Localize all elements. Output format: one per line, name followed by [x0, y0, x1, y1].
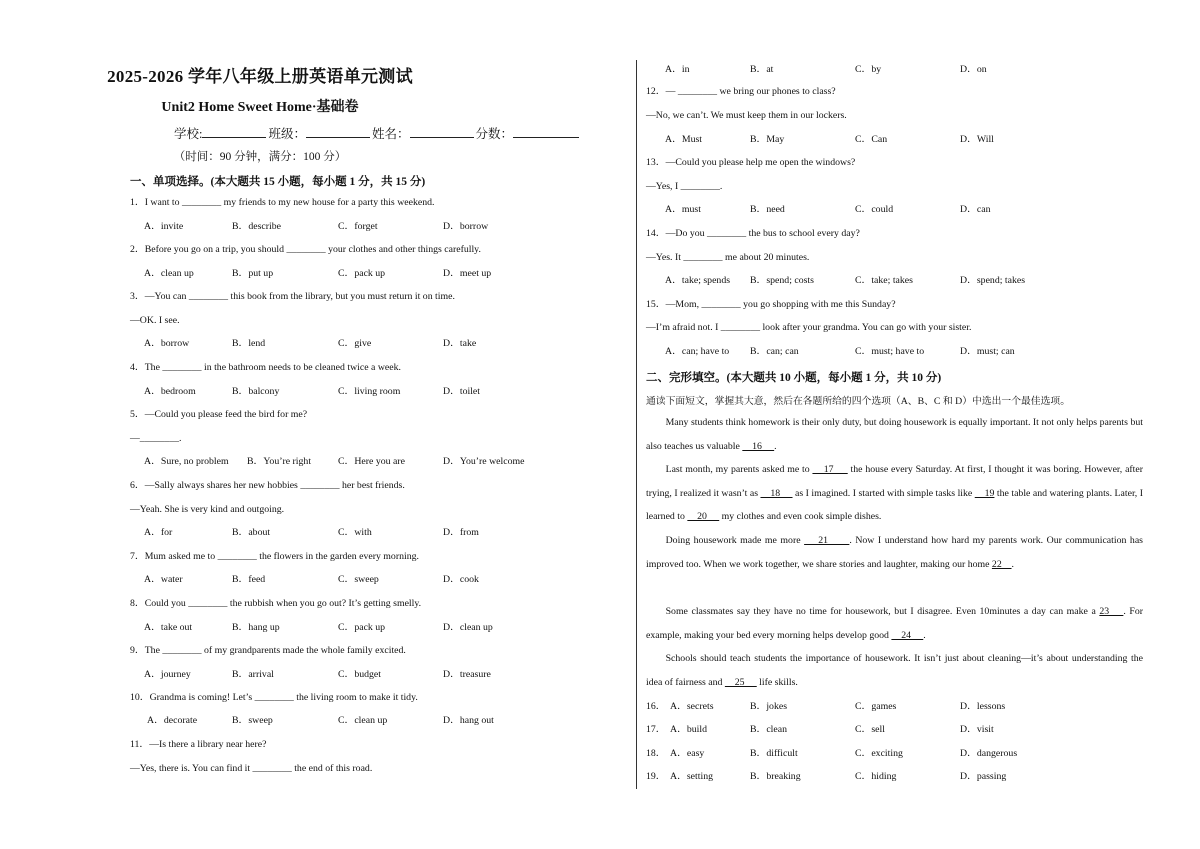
question-dialog-line: —OK. I see. — [130, 315, 180, 326]
cloze-paragraph-5 — [646, 647, 1143, 694]
cloze-question-number: 17． — [646, 724, 666, 735]
question-stem: 12．— ________ we bring our phones to class? — [646, 86, 836, 97]
blank-24[interactable]: 24 — [891, 629, 924, 641]
answer-option[interactable]: C．Can — [855, 134, 888, 145]
cloze-answer-option[interactable]: B．breaking — [750, 771, 801, 782]
answer-option[interactable]: A．take out — [144, 622, 193, 633]
answer-option[interactable]: B．describe — [232, 221, 281, 232]
question-dialog-line: —Yes, there is. You can find it ________ the end of this road. — [130, 763, 373, 774]
answer-option[interactable]: A．decorate — [147, 715, 198, 726]
cloze-text: . For example, making your bed every morning helps develop good — [646, 606, 1143, 641]
cloze-answer-option[interactable]: C．games — [855, 701, 897, 712]
cloze-text: as I imagined. I started with simple tasks like — [792, 487, 975, 499]
question-stem: 3．—You can ________ this book from the library, but you must return it on time. — [130, 291, 455, 302]
question-stem: 13．—Could you please help me open the windows? — [646, 157, 856, 168]
cloze-paragraph-3 — [646, 529, 1143, 576]
cloze-answer-option[interactable]: A．secrets — [670, 701, 714, 712]
question-dialog-line: —I’m afraid not. I ________ look after your grandma. You can go with your sister. — [646, 322, 972, 333]
answer-option[interactable]: B．lend — [232, 338, 266, 349]
time-note: （时间：90 分钟，满分：100 分） — [173, 151, 347, 163]
answer-option[interactable]: A．for — [144, 527, 173, 538]
school-field[interactable] — [202, 125, 266, 138]
question-stem: 4．The ________ in the bathroom needs to be cleaned twice a week. — [130, 362, 401, 373]
question-stem: 5．—Could you please feed the bird for me? — [130, 409, 308, 420]
score-label: 分数： — [475, 127, 514, 141]
answer-option[interactable]: C．clean up — [338, 715, 388, 726]
question-stem: 6．—Sally always shares her new hobbies ________ her best friends. — [130, 480, 405, 491]
cloze-answer-option[interactable]: B．clean — [750, 724, 787, 735]
name-label: 姓名： — [372, 127, 410, 141]
answer-option[interactable]: B．balcony — [232, 386, 280, 397]
cloze-text: . Now I understand how hard my parents work. Our communication has improved too. When we work together, we share stories and laughter, making our home — [646, 535, 1143, 570]
cloze-answer-option[interactable]: D．dangerous — [960, 748, 1018, 759]
score-field[interactable] — [513, 125, 579, 138]
class-field[interactable] — [306, 125, 370, 138]
cloze-paragraph-4 — [646, 600, 1143, 647]
cloze-text: . — [1011, 558, 1014, 570]
question-stem: 7．Mum asked me to ________ the flowers in the garden every morning. — [130, 551, 419, 562]
answer-option[interactable]: D．meet up — [443, 268, 492, 279]
cloze-answer-option[interactable]: A．easy — [670, 748, 705, 759]
answer-option[interactable]: D．from — [443, 527, 479, 538]
cloze-text: the house every Saturday. At first, I thought it was boring. However, after trying, I realized it wasn’t as — [646, 464, 1144, 499]
question-stem: 15．—Mom, ________ you go shopping with me this Sunday? — [646, 299, 896, 310]
cloze-answer-option[interactable]: A．build — [670, 724, 708, 735]
cloze-question-number: 16． — [646, 701, 666, 712]
question-stem: 10．Grandma is coming! Let’s ________ the living room to make it tidy. — [130, 692, 418, 703]
answer-option[interactable]: C．by — [855, 64, 882, 75]
section2-instruction: 通读下面短文，掌握其大意，然后在各题所给的四个选项（A、B、C 和 D）中选出一个最佳选项。 — [646, 396, 1070, 407]
cloze-answer-option[interactable]: C．hiding — [855, 771, 897, 782]
answer-option[interactable]: B．You’re right — [247, 456, 312, 467]
cloze-paragraph-1 — [646, 411, 1143, 458]
answer-option[interactable]: B．at — [750, 64, 774, 75]
cloze-answer-option[interactable]: A．setting — [670, 771, 713, 782]
section2-title: 二、完形填空。(本大题共 10 小题，每小题 1 分，共 10 分) — [646, 372, 942, 384]
cloze-answer-option[interactable]: D．passing — [960, 771, 1007, 782]
answer-option[interactable]: D．You’re welcome — [443, 456, 525, 467]
column-divider — [636, 60, 637, 789]
cloze-text: Many students think homework is their only duty, but doing housework is equally important. It not only helps parents but also teaches us valuable — [646, 417, 1143, 452]
question-stem: 9．The ________ of my grandparents made the whole family excited. — [130, 645, 406, 656]
answer-option[interactable]: A．clean up — [144, 268, 194, 279]
answer-option[interactable]: C．budget — [338, 669, 381, 680]
question-dialog-line: —________. — [130, 433, 182, 444]
cloze-answer-option[interactable]: B．difficult — [750, 748, 798, 759]
answer-option[interactable]: C．with — [338, 527, 372, 538]
blank-25[interactable]: 25 — [724, 676, 757, 688]
answer-option[interactable]: C．give — [338, 338, 372, 349]
answer-option[interactable]: B．can; can — [750, 346, 799, 357]
blank-23[interactable]: 23 — [1099, 606, 1124, 617]
cloze-text: Doing housework made me more — [665, 535, 805, 546]
answer-option[interactable]: B．May — [750, 134, 785, 145]
answer-option[interactable]: A．can; have to — [665, 346, 730, 357]
answer-option[interactable]: B．arrival — [232, 669, 274, 680]
question-dialog-line: —Yeah. She is very kind and outgoing. — [130, 504, 285, 515]
blank-21[interactable]: 21 — [804, 535, 850, 546]
answer-option[interactable]: D．take — [443, 338, 477, 349]
answer-option[interactable]: D．treasure — [443, 669, 491, 680]
answer-option[interactable]: C．living room — [338, 386, 401, 397]
cloze-text: the table and watering plants. Later, I learned to — [646, 487, 1143, 523]
cloze-answer-option[interactable]: C．exciting — [855, 748, 903, 759]
cloze-answer-option[interactable]: B．jokes — [750, 701, 788, 712]
answer-option[interactable]: B．put up — [232, 268, 274, 279]
question-stem: 1．I want to ________ my friends to my new house for a party this weekend. — [130, 197, 435, 208]
answer-option[interactable]: B．hang up — [232, 622, 280, 633]
answer-option[interactable]: D．on — [960, 64, 987, 75]
answer-option[interactable]: D．borrow — [443, 221, 489, 232]
answer-option[interactable]: D．Will — [960, 134, 994, 145]
answer-option[interactable]: D．toilet — [443, 386, 481, 397]
exam-title: 2025-2026 学年八年级上册英语单元测试 — [107, 67, 413, 86]
blank-22[interactable]: 22 — [991, 558, 1012, 570]
blank-18[interactable]: 18 — [760, 487, 793, 499]
answer-option[interactable]: A．must — [665, 204, 701, 215]
answer-option[interactable]: B．about — [232, 527, 271, 538]
answer-option[interactable]: B．spend; costs — [750, 275, 814, 286]
answer-option[interactable]: A．take; spends — [665, 275, 731, 286]
cloze-answer-option[interactable]: D．visit — [960, 724, 994, 735]
answer-option[interactable]: C．pack up — [338, 622, 386, 633]
exam-subtitle: Unit2 Home Sweet Home·基础卷 — [161, 100, 359, 115]
answer-option[interactable]: A．journey — [144, 669, 191, 680]
answer-option[interactable]: C．forget — [338, 221, 378, 232]
blank-19[interactable]: 19 — [974, 487, 995, 499]
question-stem: 14．—Do you ________ the bus to school every day? — [646, 228, 860, 239]
cloze-question-number: 19． — [646, 771, 666, 782]
blank-17[interactable]: 17 — [812, 464, 848, 475]
answer-option[interactable]: A．Must — [665, 134, 703, 145]
answer-option[interactable]: C．pack up — [338, 268, 386, 279]
answer-option[interactable]: C．sweep — [338, 574, 379, 585]
answer-option[interactable]: D．can — [960, 204, 991, 215]
cloze-text: Schools should teach students the importance of housework. It isn’t just about cleaning—it’s about understanding the idea of fairness and — [646, 653, 1143, 688]
student-info-line — [174, 124, 581, 142]
blank-16[interactable]: 16 — [742, 440, 775, 452]
answer-option[interactable]: A．water — [144, 574, 183, 585]
cloze-text: Some classmates say they have no time for housework, but I disagree. Even 10minutes a day can make a — [665, 606, 1100, 617]
answer-option[interactable]: D．must; can — [960, 346, 1015, 357]
answer-option[interactable]: D．clean up — [443, 622, 493, 633]
cloze-answer-option[interactable]: D．lessons — [960, 701, 1006, 712]
answer-option[interactable]: C．take; takes — [855, 275, 913, 286]
cloze-text: . — [774, 440, 777, 452]
class-label: 班级： — [268, 127, 306, 141]
answer-option[interactable]: A．in — [665, 64, 690, 75]
answer-option[interactable]: D．cook — [443, 574, 479, 585]
answer-option[interactable]: C．could — [855, 204, 894, 215]
cloze-text: Last month, my parents asked me to — [665, 464, 813, 475]
answer-option[interactable]: A．Sure, no problem — [144, 456, 229, 467]
question-dialog-line: —No, we can’t. We must keep them in our lockers. — [646, 110, 847, 121]
name-field[interactable] — [410, 125, 474, 138]
answer-option[interactable]: B．need — [750, 204, 785, 215]
answer-option[interactable]: A．bedroom — [144, 386, 196, 397]
section1-title: 一、单项选择。(本大题共 15 小题，每小题 1 分，共 15 分) — [130, 176, 426, 188]
answer-option[interactable]: D．spend; takes — [960, 275, 1026, 286]
answer-option[interactable]: A．invite — [144, 221, 184, 232]
blank-20[interactable]: 20 — [687, 511, 720, 523]
answer-option[interactable]: C．must; have to — [855, 346, 925, 357]
cloze-paragraph-2 — [646, 458, 1143, 529]
question-stem: 11．—Is there a library near here? — [130, 739, 267, 750]
answer-option[interactable]: C．Here you are — [338, 456, 405, 467]
question-dialog-line: —Yes, I ________. — [646, 181, 723, 192]
answer-option[interactable]: D．hang out — [443, 715, 494, 726]
cloze-answer-option[interactable]: C．sell — [855, 724, 885, 735]
answer-option[interactable]: B．feed — [232, 574, 266, 585]
answer-option[interactable]: A．borrow — [144, 338, 190, 349]
cloze-text: . — [923, 629, 926, 641]
question-dialog-line: —Yes. It ________ me about 20 minutes. — [646, 252, 810, 263]
cloze-question-number: 18． — [646, 748, 666, 759]
cloze-text: my clothes and even cook simple dishes. — [719, 511, 882, 523]
question-stem: 2．Before you go on a trip, you should ________ your clothes and other things carefully. — [130, 244, 481, 255]
question-stem: 8．Could you ________ the rubbish when you go out? It’s getting smelly. — [130, 598, 422, 609]
cloze-text: life skills. — [756, 676, 798, 688]
answer-option[interactable]: B．sweep — [232, 715, 273, 726]
school-label: 学校: — [174, 127, 203, 141]
